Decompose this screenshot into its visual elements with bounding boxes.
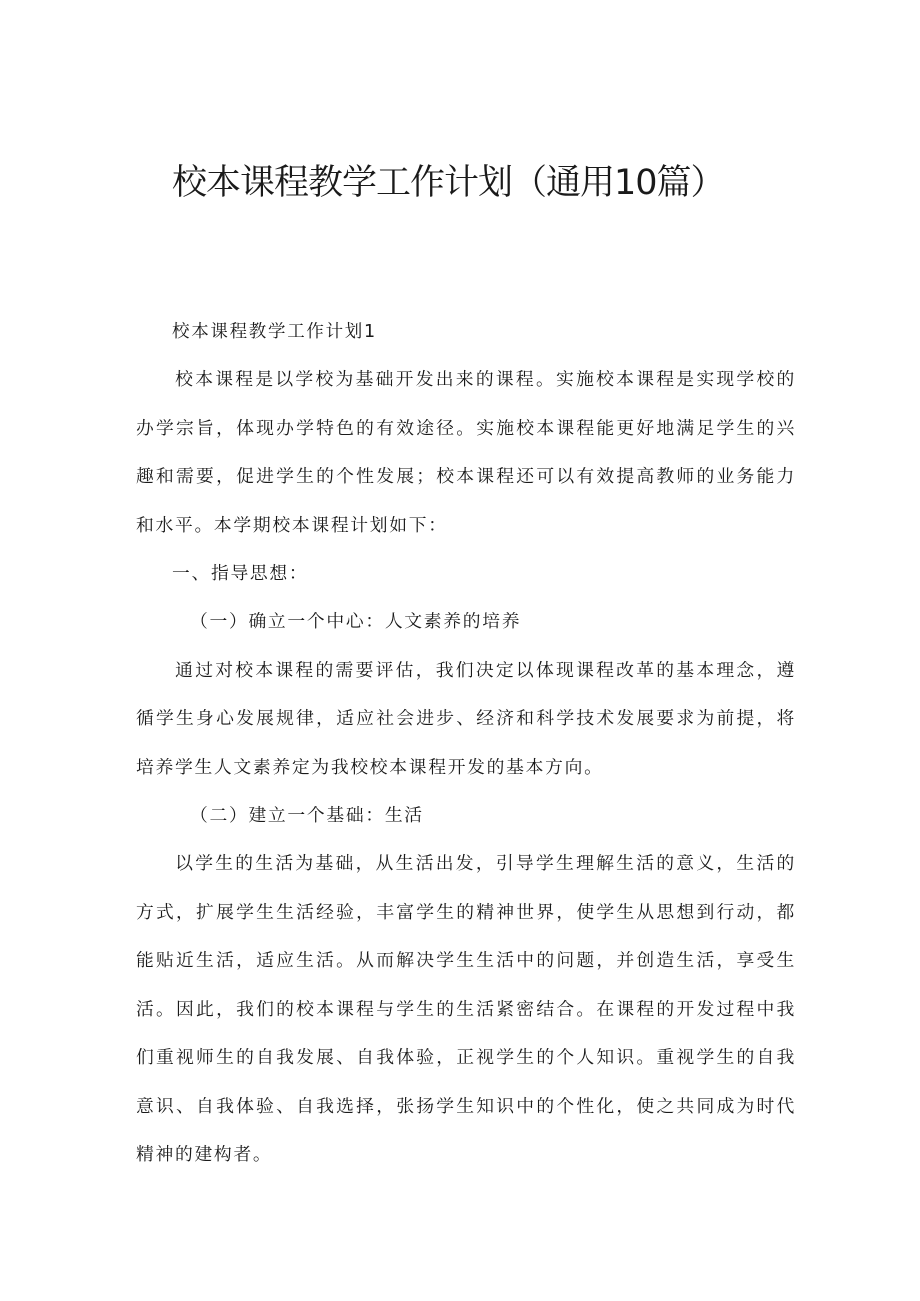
intro-paragraph: 校本课程是以学校为基础开发出来的课程。实施校本课程是实现学校的办学宗旨，体现办学特色的有效途径。实施校本课程能更好地满足学生的兴趣和需要，促进学生的个性发展；校本课程还可以有效提高教师的业务能力和水平。本学期校本课程计划如下： (136, 369, 796, 536)
heading-guiding-ideology: 一、指导思想： (172, 563, 309, 585)
section-heading: 校本课程教学工作计划1 (172, 322, 377, 342)
subheading-foundation: （二）建立一个基础：生活 (190, 805, 424, 827)
document-title: 校本课程教学工作计划（通用10篇） (172, 163, 725, 203)
document-body (136, 308, 796, 1179)
subheading-center: （一）确立一个中心：人文素养的培养 (190, 611, 522, 633)
paragraph-center: 通过对校本课程的需要评估，我们决定以体现课程改革的基本理念，遵循学生身心发展规律，适应社会进步、经济和科学技术发展要求为前提，将培养学生人文素养定为我校校本课程开发的基本方向。 (136, 659, 796, 778)
paragraph-foundation: 以学生的生活为基础，从生活出发，引导学生理解生活的意义，生活的方式，扩展学生生活经验，丰富学生的精神世界，使学生从思想到行动，都能贴近生活，适应生活。从而解决学生生活中的问题，并创造生活，享受生活。因此，我们的校本课程与学生的生活紧密结合。在课程的开发过程中我们重视师生的自我发展、自我体验，正视学生的个人知识。重视学生的自我意识、自我体验、自我选择，张扬学生知识中的个性化，使之共同成为时代精神的建构者。 (136, 853, 796, 1165)
